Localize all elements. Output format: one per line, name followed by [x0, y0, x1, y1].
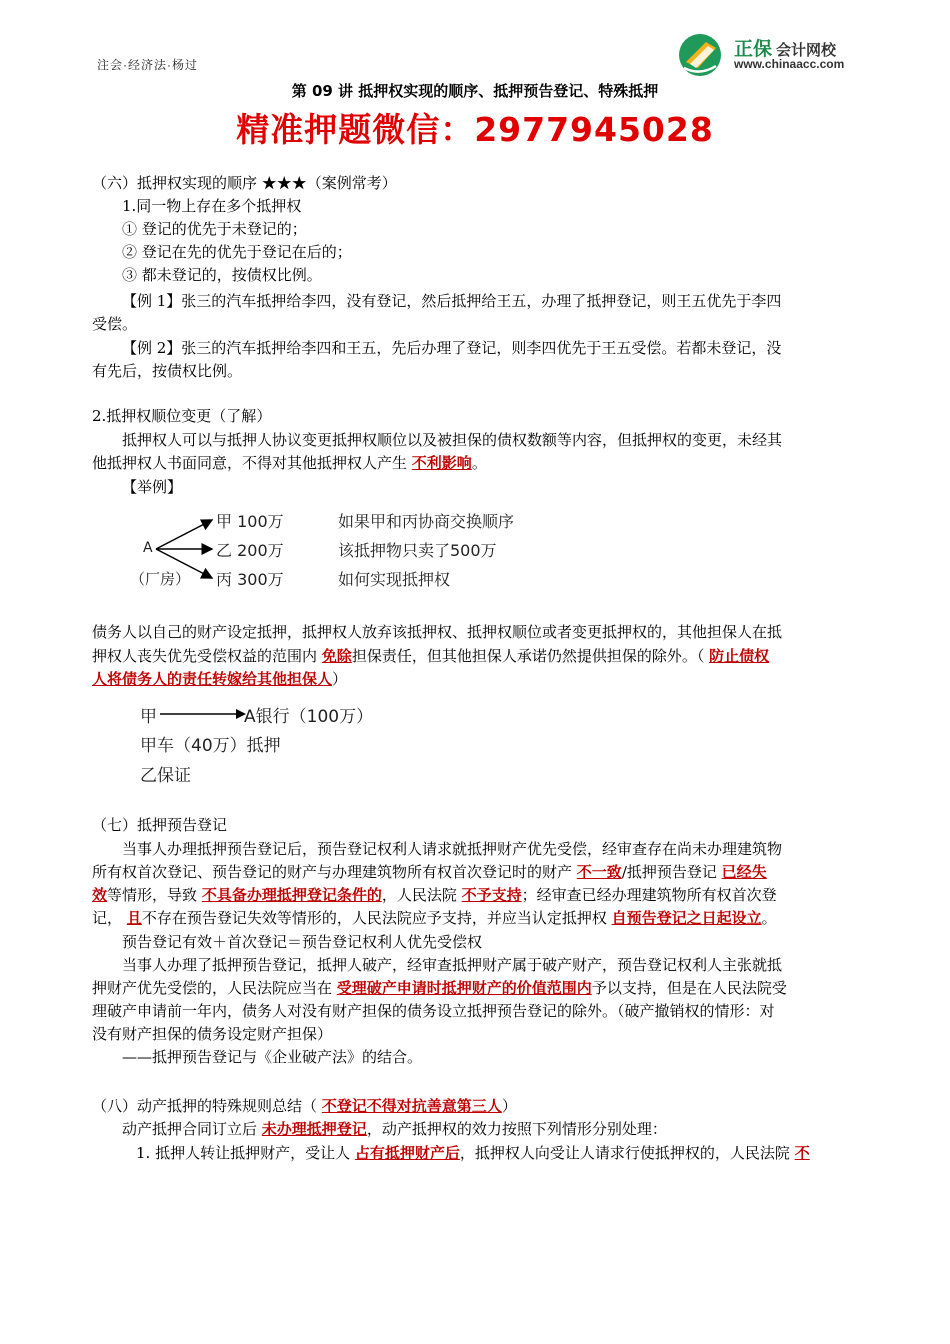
- diagram-node-a: A: [143, 540, 153, 556]
- text-run: 押财产优先受偿的，人民法院应当在: [92, 979, 333, 997]
- highlight-text: 受理破产申请时抵押财产的价值范围内: [336, 979, 592, 997]
- s6-example2-b: 有先后，按债权比例。: [92, 362, 243, 380]
- s6-2-p-a: 抵押权人可以与抵押人协议变更抵押权顺位以及被担保的债权数额等内容，但抵押权的变更，未经其: [122, 431, 783, 449]
- s6-p1: 1.同一物上存在多个抵押权: [122, 197, 302, 215]
- s7-p2-b: [92, 977, 862, 999]
- highlight-text: 不利影响: [411, 454, 472, 472]
- highlight-text: 自预告登记之日起设立: [611, 909, 762, 927]
- text-run: 。: [471, 454, 487, 472]
- text-run: 不存在预告登记失效等情形的，人民法院应予支持，并应当认定抵押权: [141, 909, 607, 927]
- text-run: （八）动产抵押的特殊规则总结（: [92, 1097, 318, 1115]
- s6-example2-a: 【例 2】张三的汽车抵押给李四和王五，先后办理了登记，则李四优先于王五受偿。若都未登记，没: [122, 339, 782, 357]
- s6-p3: ② 登记在先的优先于登记在后的；: [122, 243, 352, 261]
- highlight-text: 不登记不得对抗善意第三人: [321, 1097, 502, 1115]
- highlight-text: 占有抵押财产后: [354, 1144, 460, 1162]
- text-run: 担保责任，但其他担保人承诺仍然提供担保的除外。（: [351, 647, 705, 665]
- s8-p2: [92, 1142, 906, 1164]
- text-run: 押权人丧失优先受偿权益的范围内: [92, 647, 318, 665]
- text-run: /抵押预告登记: [621, 863, 717, 881]
- brand-logo[interactable]: [676, 32, 866, 78]
- s6-2-example-label: 【举例】: [122, 478, 183, 496]
- s6-2-p-b: [92, 452, 862, 474]
- header-left-text: 注会·经济法·杨过: [97, 58, 198, 72]
- promo-banner: 精准押题微信：2977945028: [236, 110, 714, 149]
- s7-p2-c: 理破产申请前一年内，债务人对没有财产担保的债务设立抵押预告登记的除外。（破产撤销权的情形：对: [92, 1002, 775, 1020]
- s7-p1-c: [92, 884, 862, 906]
- highlight-text: 效: [92, 886, 108, 904]
- diagram-branch-2: 乙 200万: [216, 541, 284, 560]
- section8-heading: [92, 1095, 862, 1117]
- text-run: 所有权首次登记、预告登记的财产与办理建筑物所有权首次登记时的财产: [92, 863, 573, 881]
- highlight-text: 未办理抵押登记: [261, 1120, 367, 1138]
- diagram2-guarantee: 乙保证: [140, 766, 191, 786]
- text-run: 记，: [92, 909, 123, 927]
- s6-p2: ① 登记的优先于未登记的；: [122, 220, 307, 238]
- highlight-text: 不: [794, 1144, 810, 1162]
- text-run: ）: [501, 1097, 517, 1115]
- text-run: ；经审查已经办理建筑物所有权首次登: [521, 886, 777, 904]
- diagram-note-3: 如何实现抵押权: [338, 570, 451, 589]
- s7-p2-d: 没有财产担保的债务设定财产担保）: [92, 1025, 333, 1043]
- text-run: 。: [761, 909, 777, 927]
- highlight-text: 已经失: [721, 863, 767, 881]
- diagram2-bank: A银行（100万）: [244, 707, 374, 727]
- diagram2-mortgage: 甲车（40万）抵押: [140, 736, 281, 756]
- highlight-text: 不具备办理抵押登记条件的: [201, 886, 382, 904]
- s8-p1: [92, 1118, 892, 1140]
- text-run: 予以支持，但是在人民法院受: [591, 979, 787, 997]
- logo-name: 正保: [734, 39, 773, 60]
- s7-p1-a: 当事人办理抵押预告登记后，预告登记权利人请求就抵押财产优先受偿，经审查存在尚未办理建筑物: [122, 840, 783, 858]
- highlight-text: 且: [126, 909, 142, 927]
- highlight-text: 不予支持: [461, 886, 522, 904]
- highlight-text: 不一致: [576, 863, 622, 881]
- debtor-para-c: [92, 668, 862, 690]
- s7-p2-a: 当事人办理了抵押预告登记，抵押人破产，经审查抵押财产属于破产财产，预告登记权利人主张就抵: [122, 956, 783, 974]
- highlight-text: 防止债权: [709, 647, 770, 665]
- s7-p1-b: [92, 861, 862, 883]
- logo-url: www.chinaacc.com: [734, 57, 845, 71]
- s6-example1-b: 受偿。: [92, 315, 138, 333]
- s6-example1-a: 【例 1】张三的汽车抵押给李四，没有登记，然后抵押给王五，办理了抵押登记，则王五优先于李四: [122, 292, 782, 310]
- s6-p4: ③ 都未登记的，按债权比例。: [122, 266, 322, 284]
- s7-p3: ——抵押预告登记与《企业破产法》的结合。: [122, 1048, 423, 1066]
- diagram-branch-3: 丙 300万: [216, 570, 284, 589]
- debtor-para-a: 债务人以自己的财产设定抵押，抵押权人放弃该抵押权、抵押权顺位或者变更抵押权的，其他担保人在抵: [92, 623, 783, 641]
- text-run: ）: [332, 670, 348, 688]
- highlight-text: 人将债务人的责任转嫁给其他担保人: [92, 670, 333, 688]
- diagram-note-2: 该抵押物只卖了500万: [338, 541, 497, 560]
- text-run: ，动产抵押权的效力按照下列情形分别处理：: [366, 1120, 667, 1138]
- text-run: 他抵押权人书面同意，不得对其他抵押权人产生: [92, 454, 408, 472]
- text-run: 等情形，导致: [107, 886, 198, 904]
- logo-mark-icon: [676, 32, 726, 78]
- debtor-para-b: [92, 645, 862, 667]
- section7-heading: （七）抵押预告登记: [92, 816, 228, 834]
- diagram-note-1: 如果甲和丙协商交换顺序: [338, 512, 515, 531]
- page-title: 第 09 讲 抵押权实现的顺序、抵押预告登记、特殊抵押: [291, 82, 659, 100]
- diagram-node-a-sub: （厂房）: [130, 570, 191, 588]
- s7-p1-d: [92, 907, 862, 929]
- s7-formula: 预告登记有效＋首次登记＝预告登记权利人优先受偿权: [122, 933, 483, 951]
- section6-heading: （六）抵押权实现的顺序 ★★★（案例常考）: [92, 174, 397, 192]
- arrow-right-icon: [160, 704, 246, 724]
- text-run: ，抵押权人向受让人请求行使抵押权的，人民法院: [459, 1144, 790, 1162]
- s6-2-heading: 2.抵押权顺位变更（了解）: [92, 407, 272, 425]
- text-run: ，人民法院: [381, 886, 457, 904]
- diagram-branch-1: 甲 100万: [216, 512, 284, 531]
- highlight-text: 免除: [321, 647, 352, 665]
- text-run: 1. 抵押人转让抵押财产，受让人: [136, 1144, 351, 1162]
- diagram2-party-jia: 甲: [140, 707, 157, 727]
- logo-sub: 会计网校: [776, 42, 837, 59]
- text-run: 动产抵押合同订立后: [122, 1120, 258, 1138]
